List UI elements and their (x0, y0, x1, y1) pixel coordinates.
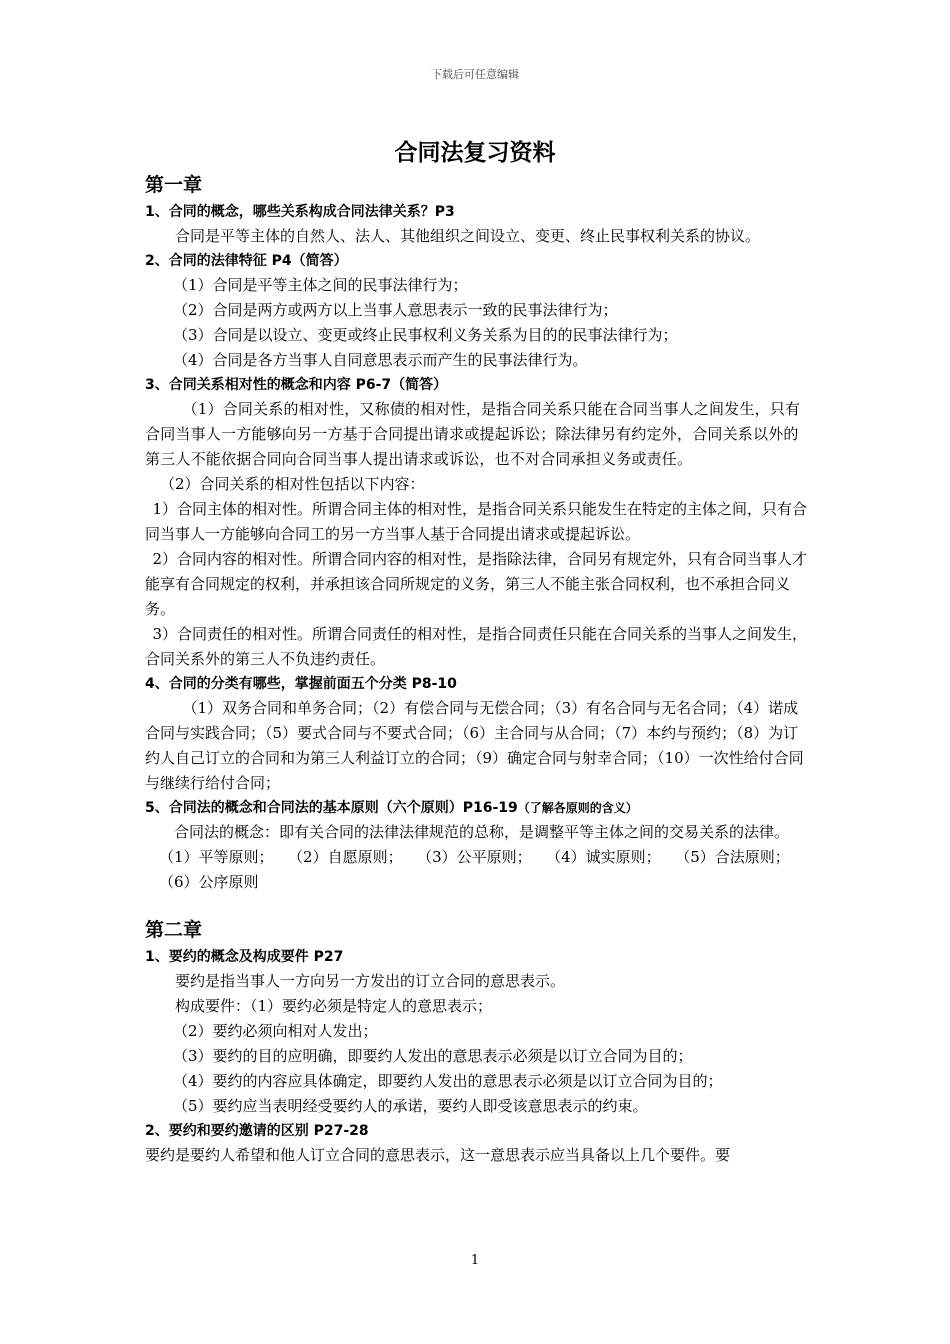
list-item: （5）要约应当表明经受要约人的承诺，要约人即受该意思表示的约束。 (173, 1097, 648, 1115)
principle-item: （2）自愿原则； (295, 848, 403, 866)
list-item: （2）合同是两方或两方以上当事人意思表示一致的民事法律行为； (173, 301, 618, 319)
page-number: 1 (470, 1253, 480, 1268)
ch1-section-5-heading-text: 5、合同法的概念和合同法的基本原则（六个原则）P16-19 (145, 800, 518, 816)
ch2-section-1-definition: 要约是指当事人一方向另一方发出的订立合同的意思表示。 (175, 972, 566, 990)
ch1-section-4-heading: 4、合同的分类有哪些，掌握前面五个分类 P8-10 (145, 676, 457, 692)
ch2-section-2-heading: 2、要约和要约邀请的区别 P27-28 (145, 1123, 369, 1139)
ch1-section-4-body: （1）双务合同和单务合同；（2）有偿合同与无偿合同；（3）有名合同与无名合同；（4）诺成合同与实践合同；（5）要式合同与不要式合同；（6）主合同与从合同；（7）本约与预约；（8）为订约人自己订立的合同和为第三人利益订立的合同；（9）确定合同与射幸合同；（10）一次性给付合同与继续行给付合同； (145, 699, 804, 792)
document-body (145, 170, 813, 1168)
ch1-section-1-heading: 1、合同的概念，哪些关系构成合同法律关系？P3 (145, 204, 455, 220)
ch1-section-5-heading (145, 796, 813, 820)
list-item: （1）合同是平等主体之间的民事法律行为； (173, 276, 468, 294)
list-item: （2）要约必须向相对人发出； (173, 1022, 378, 1040)
ch2-section-1-elements-intro: 构成要件：（1）要约必须是特定人的意思表示； (175, 997, 493, 1015)
list-item: （4）要约的内容应具体确定，即要约人发出的意思表示必须是以订立合同为目的； (173, 1072, 723, 1090)
ch1-section-3-paragraph: 1）合同主体的相对性。所谓合同主体的相对性，是指合同关系只能发生在特定的主体之间，只有合同当事人一方能够向合同工的另一方当事人基于合同提出请求或提起诉讼。 (145, 500, 808, 543)
ch1-section-5-concept: 合同法的概念：即有关合同的法律法律规范的总称，是调整平等主体之间的交易关系的法律。 (174, 823, 790, 841)
ch1-section-1-body: 合同是平等主体的自然人、法人、其他组织之间设立、变更、终止民事权利关系的协议。 (175, 227, 761, 245)
ch1-section-3-paragraph: 3）合同责任的相对性。所谓合同责任的相对性，是指合同责任只能在合同关系的当事人之间发生，合同关系外的第三人不负违约责任。 (145, 625, 808, 668)
ch1-section-3-paragraph: （1）合同关系的相对性，又称债的相对性，是指合同关系只能在合同当事人之间发生，只有合同当事人一方能够向另一方基于合同提出请求或提起诉讼；除法律另有约定外，合同关系以外的第三人不能依据合同向合同当事人提出请求或诉讼，也不对合同承担义务或责任。 (145, 400, 801, 468)
chapter-2-title: 第二章 (145, 919, 203, 941)
document-title: 合同法复习资料 (394, 140, 556, 166)
ch1-section-5-heading-note: （了解各原则的含义） (517, 801, 638, 815)
list-item: （4）合同是各方当事人自同意思表示而产生的民事法律行为。 (173, 351, 588, 369)
header-note: 下载后可任意编辑 (431, 68, 519, 81)
ch1-section-3-paragraph: 2）合同内容的相对性。所谓合同内容的相对性，是指除法律，合同另有规定外，只有合同当事人才能享有合同规定的权利，并承担该合同所规定的义务，第三人不能主张合同权利，也不承担合同义务。 (145, 550, 808, 618)
ch1-section-3-paragraph: （2）合同关系的相对性包括以下内容： (160, 475, 425, 493)
principle-item: （4）诚实原则； (553, 848, 661, 866)
principle-item: （5）合法原则； (682, 848, 790, 866)
ch2-section-1-heading: 1、要约的概念及构成要件 P27 (145, 949, 344, 965)
principle-item: （1）平等原则； (159, 848, 274, 866)
ch1-section-3-heading: 3、合同关系相对性的概念和内容 P6-7（简答） (145, 377, 448, 393)
ch1-section-5-principles (145, 845, 813, 895)
ch1-section-2-heading: 2、合同的法律特征 P4（简答） (145, 253, 348, 269)
list-item: （3）要约的目的应明确，即要约人发出的意思表示必须是以订立合同为目的； (173, 1047, 693, 1065)
principle-item: （3）公平原则； (424, 848, 532, 866)
list-item: （3）合同是以设立、变更或终止民事权利义务关系为目的的民事法律行为； (173, 326, 678, 344)
principle-item: （6）公序原则 (159, 873, 259, 891)
ch2-section-2-body: 要约是要约人希望和他人订立合同的意思表示，这一意思表示应当具备以上几个要件。要 (145, 1146, 731, 1164)
chapter-1-title: 第一章 (145, 174, 203, 196)
